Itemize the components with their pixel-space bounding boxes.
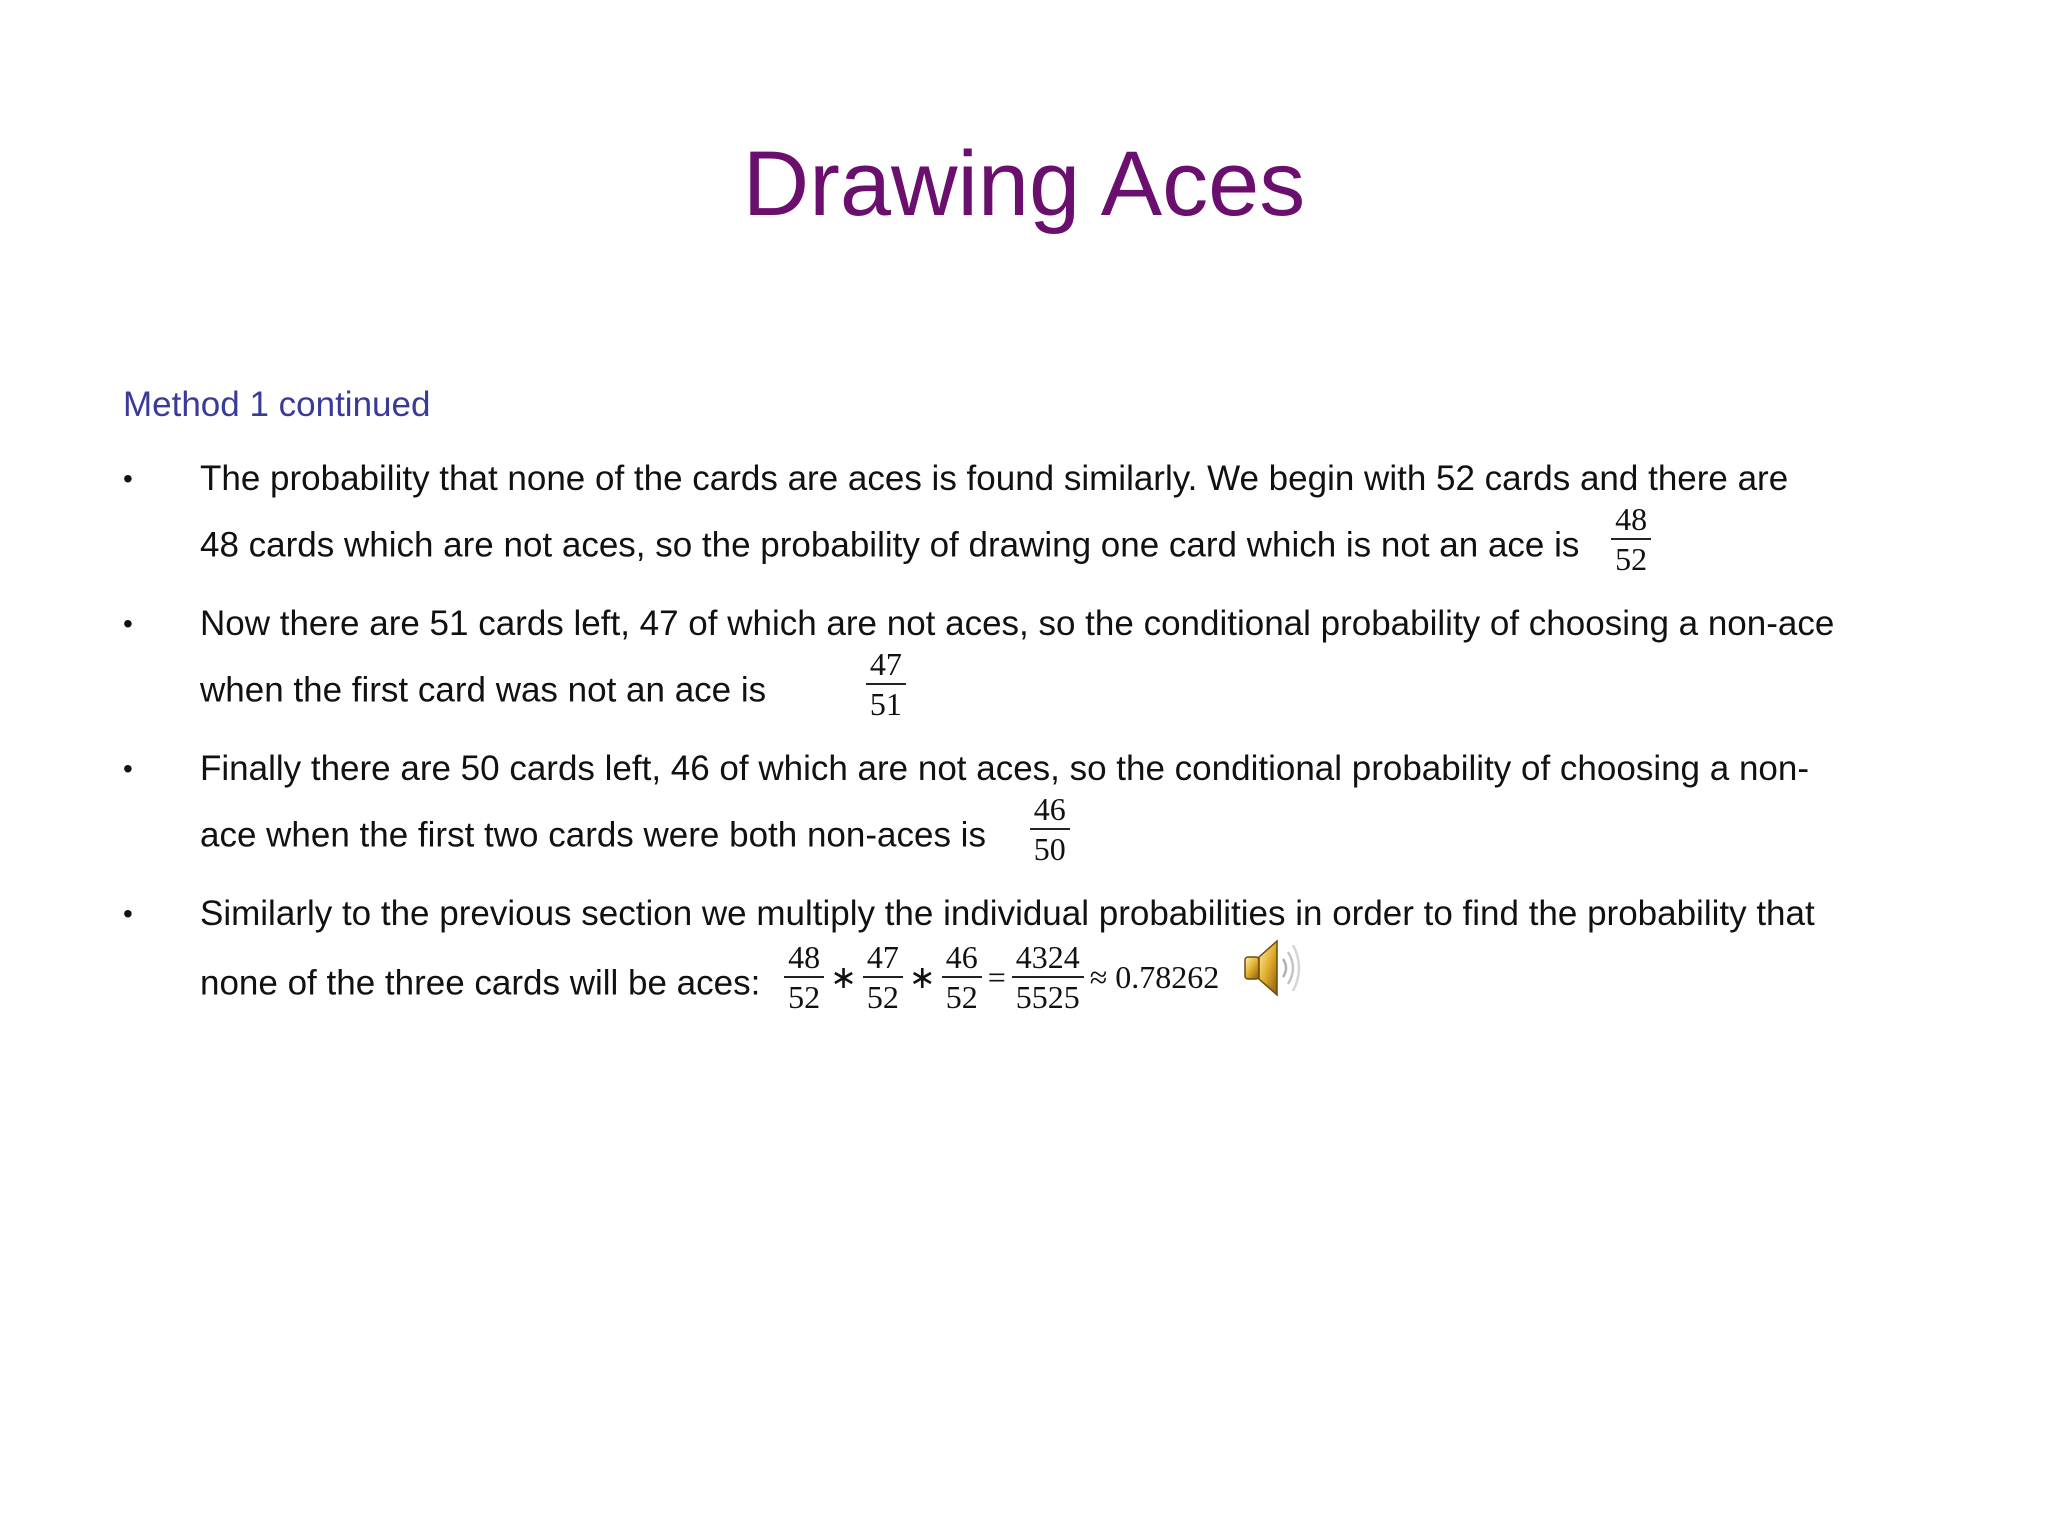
- fraction: [866, 645, 906, 723]
- fraction: [942, 938, 982, 1016]
- fraction: [784, 938, 824, 1016]
- bullet-dot-icon: •: [123, 753, 133, 784]
- fraction-denominator: 5525: [1015, 979, 1080, 1015]
- fraction-numerator: 46: [942, 938, 982, 978]
- bullet-dot-icon: •: [123, 463, 133, 494]
- fraction-denominator: 51: [869, 686, 902, 722]
- fraction-denominator: 52: [866, 979, 899, 1015]
- probability-equation: [780, 939, 1305, 1027]
- bullet-text: ace when the first two cards were both non-aces is: [200, 815, 986, 855]
- fraction-numerator: 46: [1030, 790, 1070, 830]
- fraction: [1030, 790, 1070, 868]
- bullet-item: [123, 740, 1953, 876]
- fraction-numerator: 48: [1611, 500, 1651, 540]
- bullet-dot-icon: •: [123, 608, 133, 639]
- fraction-numerator: 48: [784, 938, 824, 978]
- fraction-numerator: 47: [863, 938, 903, 978]
- bullet-list: [123, 450, 1953, 1027]
- section-subtitle: Method 1 continued: [123, 385, 431, 424]
- bullet-line: Now there are 51 cards left, 47 of which are not aces, so the conditional probability of choosing a non-ace: [200, 604, 1835, 643]
- fraction: [1611, 500, 1651, 578]
- fraction: [1012, 938, 1084, 1016]
- bullet-item: [123, 595, 1953, 731]
- speaker-icon[interactable]: [1241, 935, 1305, 1019]
- bullet-line: The probability that none of the cards are aces is found similarly. We begin with 52 cards and there are: [200, 459, 1789, 498]
- slide-title: Drawing Aces: [742, 133, 1306, 235]
- bullet-line: Similarly to the previous section we multiply the individual probabilities in order to find the probability that: [200, 894, 1815, 933]
- fraction-denominator: 52: [1615, 541, 1648, 577]
- fraction-denominator: 52: [945, 979, 978, 1015]
- bullet-text: 48 cards which are not aces, so the probability of drawing one card which is not an ace is: [200, 525, 1580, 565]
- fraction-numerator: 4324: [1012, 938, 1084, 978]
- fraction-numerator: 47: [866, 645, 906, 685]
- bullet-text: none of the three cards will be aces:: [200, 963, 761, 1003]
- bullet-item: [123, 885, 1953, 1027]
- multiply-operator: ∗: [830, 959, 857, 995]
- bullet-line: [200, 939, 1953, 1027]
- bullet-text: when the first card was not an ace is: [200, 670, 767, 710]
- bullet-line: Finally there are 50 cards left, 46 of which are not aces, so the conditional probability of choosing a non-: [200, 749, 1809, 788]
- approximate-result: ≈ 0.78262: [1089, 959, 1220, 995]
- multiply-operator: ∗: [908, 959, 936, 995]
- fraction-denominator: 50: [1033, 831, 1066, 867]
- bullet-line: [200, 791, 1953, 876]
- bullet-item: [123, 450, 1953, 586]
- fraction-denominator: 52: [788, 979, 821, 1015]
- equals-operator: =: [987, 959, 1006, 995]
- bullet-line: [200, 646, 1953, 731]
- fraction: [863, 938, 903, 1016]
- bullet-dot-icon: •: [123, 898, 133, 929]
- bullet-line: [200, 501, 1953, 586]
